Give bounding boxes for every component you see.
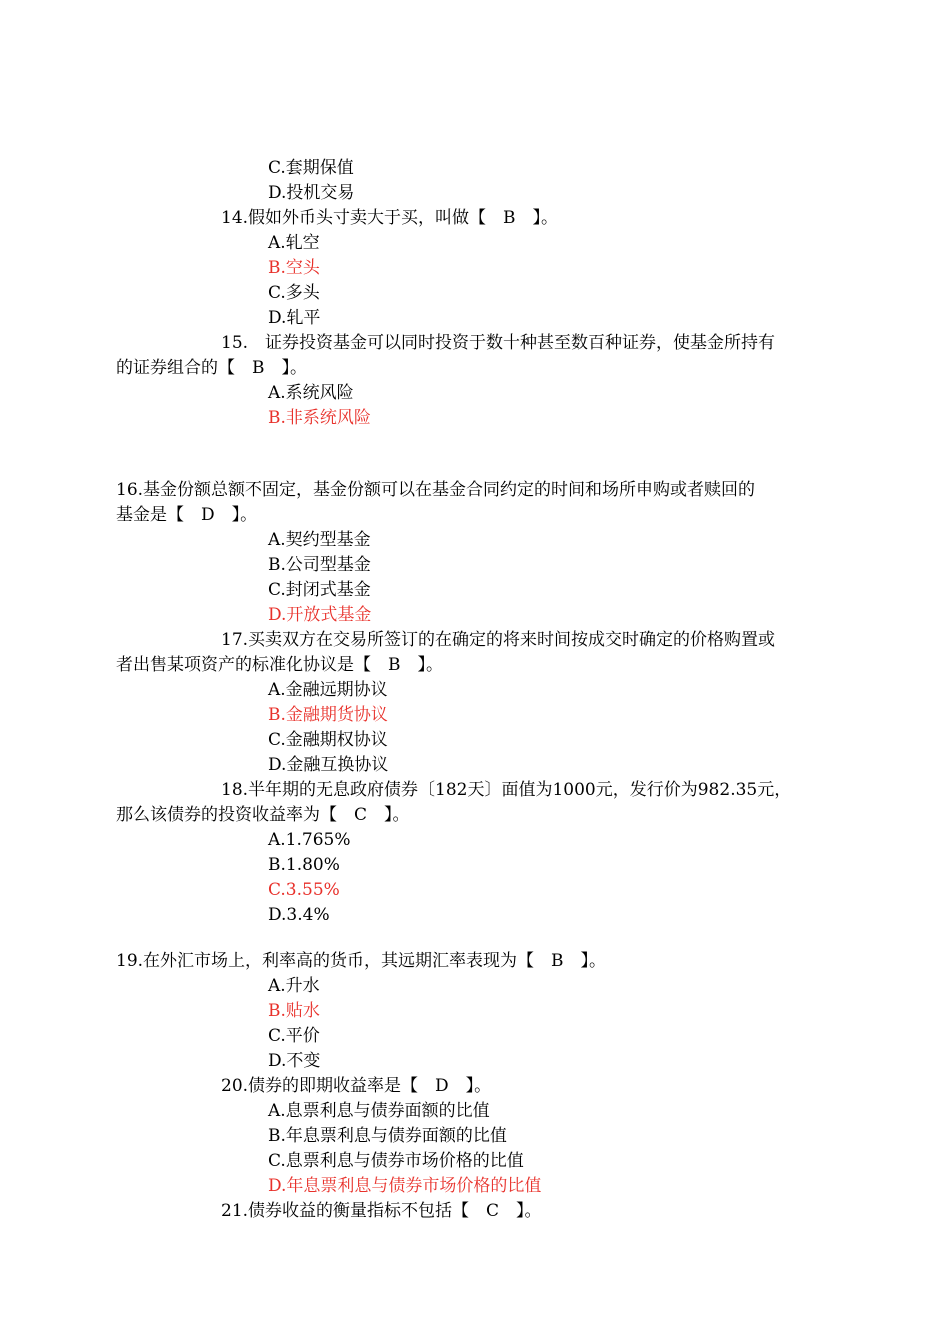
option-line: D.投机交易 [268,183,355,203]
option-line: C.金融期权协议 [268,730,388,750]
correct-option-line: B.空头 [268,258,320,278]
option-line: A.金融远期协议 [268,680,388,700]
correct-option-line: B.贴水 [268,1001,320,1021]
correct-option-line: C.3.55% [268,880,340,900]
option-line: C.套期保值 [268,158,354,178]
option-line: C.封闭式基金 [268,580,371,600]
option-line: D.金融互换协议 [268,755,389,775]
question-19: 19.在外汇市场上，利率高的货币，其远期汇率表现为【 B 】。 [116,951,607,971]
option-line: B.年息票利息与债券面额的比值 [268,1126,507,1146]
option-line: A.轧空 [268,233,320,253]
option-line: D.3.4% [268,905,330,925]
option-line: C.多头 [268,283,320,303]
option-line: A.升水 [268,976,320,996]
question-17: 17.买卖双方在交易所签订的在确定的将来时间按成交时确定的价格购置或 [221,630,776,650]
correct-option-line: B.非系统风险 [268,408,371,428]
question-16: 16.基金份额总额不固定，基金份额可以在基金合同约定的时间和场所申购或者赎回的 [116,480,756,500]
option-line: C.息票利息与债券市场价格的比值 [268,1151,524,1171]
question-18-continuation: 那么该债券的投资收益率为【 C 】。 [116,805,410,825]
question-16-continuation: 基金是【 D 】。 [116,505,258,525]
option-line: B.公司型基金 [268,555,371,575]
option-line: A.系统风险 [268,383,354,403]
question-14: 14.假如外币头寸卖大于买，叫做【 B 】。 [221,208,559,228]
question-15: 15. 证券投资基金可以同时投资于数十种甚至数百种证券，使基金所持有 [221,333,776,353]
question-21: 21.债券收益的衡量指标不包括【 C 】。 [221,1201,542,1221]
option-line: A.1.765% [268,830,351,850]
question-20: 20.债券的即期收益率是【 D 】。 [221,1076,492,1096]
question-17-continuation: 者出售某项资产的标准化协议是【 B 】。 [116,655,443,675]
question-18: 18.半年期的无息政府债券〔182天〕面值为1000元，发行价为982.35元， [221,780,792,800]
question-15-continuation: 的证券组合的【 B 】。 [116,358,307,378]
correct-option-line: D.开放式基金 [268,605,372,625]
option-line: D.轧平 [268,308,321,328]
option-line: A.息票利息与债券面额的比值 [268,1101,490,1121]
correct-option-line: D.年息票利息与债券市场价格的比值 [268,1176,542,1196]
option-line: D.不变 [268,1051,321,1071]
option-line: B.1.80% [268,855,340,875]
option-line: C.平价 [268,1026,320,1046]
correct-option-line: B.金融期货协议 [268,705,388,725]
option-line: A.契约型基金 [268,530,371,550]
